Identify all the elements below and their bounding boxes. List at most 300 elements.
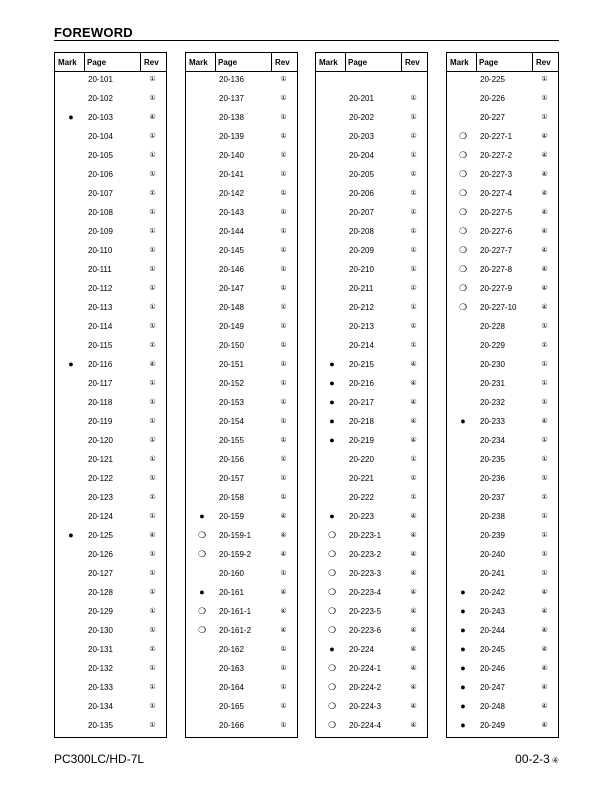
page-number-cell: 20-122 [88,474,113,483]
table-row [55,490,166,509]
page-number-cell: 20-234 [480,436,505,445]
revision-number-cell: ① [149,342,156,349]
page-column-header: Page [218,58,238,67]
page-number-cell: 20-203 [349,132,374,141]
page-number-cell: 20-156 [219,455,244,464]
revision-table [315,52,428,738]
page-number-cell: 20-163 [219,664,244,673]
mark-column-header: Mark [58,58,77,67]
page-number-cell: 20-161 [219,588,244,597]
table-row [316,490,427,509]
table-row [55,205,166,224]
page-number-cell: 20-223 [349,512,374,521]
revision-number-cell: ④ [410,513,417,520]
table-row [55,528,166,547]
page-number-cell: 20-106 [88,170,113,179]
table-row [447,395,558,414]
revision-number-cell: ① [541,570,548,577]
page-number-cell: 20-140 [219,151,244,160]
table-row [186,205,297,224]
revision-number-cell: ④ [410,532,417,539]
table-row [55,680,166,699]
table-row [55,452,166,471]
revision-number-cell: ① [280,494,287,501]
revision-mark: ● [199,511,205,521]
column-divider [476,53,477,72]
table-row [55,509,166,528]
table-row [186,167,297,186]
page-number-cell: 20-218 [349,417,374,426]
revision-number-cell: ④ [541,133,548,140]
revision-number-cell: ① [541,342,548,349]
page-column-header: Page [479,58,499,67]
page-number-cell: 20-245 [480,645,505,654]
page-column-header: Page [348,58,368,67]
page-number-cell: 20-160 [219,569,244,578]
table-row [55,224,166,243]
page-number-cell: 20-217 [349,398,374,407]
page-number-cell: 20-224-4 [349,721,382,730]
page-number-cell: 20-219 [349,436,374,445]
revision-number-cell: ④ [541,627,548,634]
revision-number-cell: ④ [541,304,548,311]
page-number-cell: 20-143 [219,208,244,217]
table-row [186,471,297,490]
revision-number-cell: ① [410,304,417,311]
page-number-cell: 20-206 [349,189,374,198]
revision-mark: ● [460,701,466,711]
page-number-cell: 20-114 [88,322,113,331]
page-number-cell: 20-109 [88,227,113,236]
revision-mark: ● [68,112,74,122]
revision-number-cell: ① [280,171,287,178]
table-row [447,433,558,452]
table-row [447,566,558,585]
page-number-cell: 20-138 [219,113,244,122]
page-number-cell: 20-127 [88,569,113,578]
table-row [186,224,297,243]
page-number-cell: 20-115 [88,341,113,350]
revision-number-cell: ④ [410,418,417,425]
page-number-cell: 20-126 [88,550,113,559]
table-row [447,186,558,205]
table-row [447,471,558,490]
page-number-cell: 20-128 [88,588,113,597]
revision-number-cell: ④ [541,152,548,159]
table-row [55,91,166,110]
table-row [316,224,427,243]
revision-number-cell: ④ [541,209,548,216]
table-row [55,585,166,604]
page-number-cell: 20-238 [480,512,505,521]
table-row [186,148,297,167]
page-number-cell: 20-108 [88,208,113,217]
table-row [316,433,427,452]
revision-number-cell: ① [280,570,287,577]
page-number-cell: 20-107 [88,189,113,198]
page-number-cell: 20-236 [480,474,505,483]
revision-number-cell: ① [280,646,287,653]
table-row [186,300,297,319]
table-row [186,490,297,509]
mark-column-header: Mark [450,58,469,67]
revision-mark: ❍ [327,701,337,711]
table-row [316,471,427,490]
page-number-cell: 20-119 [88,417,113,426]
revision-number-cell: ① [541,361,548,368]
table-row [447,205,558,224]
rev-column-header: Rev [144,58,159,67]
revision-number-cell: ① [280,209,287,216]
page-number-cell: 20-110 [88,246,113,255]
table-row [186,547,297,566]
page-number-cell: 20-145 [219,246,244,255]
revision-number-cell: ① [541,399,548,406]
column-divider [84,53,85,72]
page-number-cell: 20-132 [88,664,113,673]
revision-number-cell: ④ [541,589,548,596]
revision-number-cell: ④ [541,285,548,292]
column-divider [271,53,272,72]
page-number-cell: 20-120 [88,436,113,445]
page-number-cell: 20-141 [219,170,244,179]
table-row [447,224,558,243]
page-number-cell: 20-227-9 [480,284,513,293]
revision-number-cell: ① [149,304,156,311]
page-number-cell: 20-220 [349,455,374,464]
rev-column-header: Rev [275,58,290,67]
revision-number-cell: ① [149,133,156,140]
page-number-cell: 20-204 [349,151,374,160]
page-number-cell: 20-209 [349,246,374,255]
page-number-cell: 20-207 [349,208,374,217]
page-number-cell: 20-205 [349,170,374,179]
page-number-cell: 20-130 [88,626,113,635]
page-number-cell: 20-223-5 [349,607,382,616]
page-number-cell: 20-151 [219,360,244,369]
table-row [447,262,558,281]
page-number-cell: 20-211 [349,284,374,293]
revision-mark: ● [460,663,466,673]
page-number-cell: 20-147 [219,284,244,293]
revision-number-cell: ① [410,494,417,501]
page-number-cell: 20-223-1 [349,531,382,540]
revision-number-cell: ① [149,399,156,406]
revision-number-cell: ① [280,323,287,330]
page-number-cell: 20-159-1 [219,531,252,540]
revision-mark: ● [460,587,466,597]
revision-number-cell: ④ [280,513,287,520]
revision-number-cell: ① [541,532,548,539]
page-number-cell: 20-117 [88,379,113,388]
table-row [186,414,297,433]
revision-mark: ❍ [458,169,468,179]
table-row [55,72,166,91]
table-row [186,699,297,718]
table-row [55,110,166,129]
revision-number-cell: ① [541,323,548,330]
table-row [186,509,297,528]
revision-number-cell: ① [280,95,287,102]
revision-number-cell: ① [410,475,417,482]
revision-number-cell: ① [410,133,417,140]
column-divider [140,53,141,72]
page-number-cell: 20-149 [219,322,244,331]
table-row [186,281,297,300]
revision-number-cell: ④ [541,684,548,691]
table-row [186,110,297,129]
revision-mark: ❍ [458,150,468,160]
revision-mark: ● [199,587,205,597]
table-row [186,585,297,604]
table-row [447,414,558,433]
revision-number-cell: ① [541,551,548,558]
page-number-cell: 20-118 [88,398,113,407]
revision-mark: ● [460,644,466,654]
revision-mark: ● [460,416,466,426]
page-number-cell: 20-104 [88,132,113,141]
revision-number-cell: ① [149,323,156,330]
revision-table [54,52,167,738]
revision-mark: ❍ [327,682,337,692]
table-row [447,604,558,623]
page-number-cell: 20-227-8 [480,265,513,274]
table-row [316,338,427,357]
page-number-cell: 20-116 [88,360,113,369]
table-row [316,623,427,642]
revision-number-cell: ① [541,494,548,501]
revision-mark: ❍ [458,302,468,312]
table-row [186,642,297,661]
page-number-cell: 20-165 [219,702,244,711]
revision-number-cell: ① [280,399,287,406]
revision-number-cell: ① [410,285,417,292]
revision-number-cell: ① [541,475,548,482]
table-row [55,414,166,433]
revision-number-cell: ① [280,722,287,729]
table-header [55,53,166,72]
page-number [515,752,559,766]
page-number-cell: 20-105 [88,151,113,160]
table-row [186,262,297,281]
page-number-cell: 20-227-7 [480,246,513,255]
revision-number-cell: ① [541,437,548,444]
table-row [186,718,297,737]
revision-number-cell: ① [280,304,287,311]
page-number-cell: 20-226 [480,94,505,103]
revision-number-cell: ① [280,380,287,387]
page-number-cell: 20-153 [219,398,244,407]
page-number-cell: 20-137 [219,94,244,103]
revision-number-cell: ① [410,342,417,349]
table-row [447,452,558,471]
page-number-cell: 20-221 [349,474,374,483]
table-row [447,661,558,680]
page-number-cell: 20-227-3 [480,170,513,179]
table-row [447,718,558,737]
revision-number-cell: ④ [541,171,548,178]
page-number-cell: 20-102 [88,94,113,103]
column-divider [345,53,346,72]
page-column-header: Page [87,58,107,67]
page-number-cell: 20-159-2 [219,550,252,559]
table-row [316,718,427,737]
revision-mark: ❍ [458,188,468,198]
revision-number-cell: ① [280,190,287,197]
revision-number-cell: ① [149,171,156,178]
revision-number-cell: ① [149,513,156,520]
revision-mark: ❍ [458,283,468,293]
page-number-cell: 20-225 [480,75,505,84]
revision-number-cell: ① [280,228,287,235]
table-row [316,91,427,110]
revision-number-cell: ④ [280,627,287,634]
revision-number-cell: ① [149,608,156,615]
revision-mark: ● [460,606,466,616]
revision-number-cell: ① [280,152,287,159]
revision-number-cell: ④ [541,646,548,653]
page-revision-mark: ④ [551,756,559,765]
revision-number-cell: ① [149,627,156,634]
table-row [447,91,558,110]
revision-number-cell: ① [149,589,156,596]
table-row [447,623,558,642]
table-row [55,604,166,623]
page-number-cell: 20-129 [88,607,113,616]
revision-number-cell: ④ [280,532,287,539]
revision-mark: ❍ [327,663,337,673]
page-number-cell: 20-230 [480,360,505,369]
revision-mark: ● [460,682,466,692]
page-number-cell: 20-159 [219,512,244,521]
page-number-cell: 20-212 [349,303,374,312]
revision-number-cell: ① [280,133,287,140]
page-number-cell: 20-124 [88,512,113,521]
table-row [55,566,166,585]
table-row [55,167,166,186]
revision-number-cell: ① [149,722,156,729]
revision-number-cell: ④ [541,703,548,710]
revision-mark: ❍ [197,530,207,540]
table-row [447,528,558,547]
page-number-cell: 20-133 [88,683,113,692]
table-row [447,357,558,376]
revision-number-cell: ④ [541,228,548,235]
table-header [316,53,427,72]
page-number-cell: 20-131 [88,645,113,654]
table-row [186,566,297,585]
table-row [447,338,558,357]
page-number-cell: 20-101 [88,75,113,84]
table-row [55,699,166,718]
table-row [447,300,558,319]
revision-mark: ❍ [458,245,468,255]
revision-number-cell: ④ [410,722,417,729]
page-number-cell: 20-144 [219,227,244,236]
revision-number-cell: ① [149,285,156,292]
revision-mark: ❍ [327,549,337,559]
table-row [447,110,558,129]
table-row [316,110,427,129]
revision-number-cell: ① [149,646,156,653]
page-number-cell: 20-249 [480,721,505,730]
table-row [55,262,166,281]
table-row [186,395,297,414]
table-row [447,72,558,91]
table-row [447,680,558,699]
table-header [447,53,558,72]
page-number-cell: 20-248 [480,702,505,711]
revision-number-cell: ① [149,684,156,691]
revision-number-cell: ① [149,266,156,273]
revision-mark: ❍ [327,568,337,578]
table-row [316,167,427,186]
revision-number-cell: ④ [410,437,417,444]
revision-number-cell: ④ [541,266,548,273]
table-row [55,148,166,167]
revision-number-cell: ① [149,437,156,444]
revision-number-cell: ① [149,551,156,558]
revision-number-cell: ① [280,475,287,482]
table-row [316,281,427,300]
table-row [186,357,297,376]
table-row [186,72,297,91]
page-number-cell: 20-237 [480,493,505,502]
table-row [316,604,427,623]
revision-mark: ● [68,530,74,540]
page-number-cell: 20-227-5 [480,208,513,217]
table-row [316,205,427,224]
table-row [316,357,427,376]
rev-column-header: Rev [405,58,420,67]
page-number-cell: 20-112 [88,284,113,293]
revision-table [185,52,298,738]
page-number-cell: 20-150 [219,341,244,350]
page-number-cell: 20-215 [349,360,374,369]
page-number-cell: 20-157 [219,474,244,483]
page-number-cell: 20-113 [88,303,113,312]
revision-number-cell: ④ [541,247,548,254]
page-number-cell: 20-161-2 [219,626,252,635]
page-number-cell: 20-121 [88,455,113,464]
revision-number-cell: ① [149,95,156,102]
revision-mark: ❍ [197,625,207,635]
table-row [447,281,558,300]
mark-column-header: Mark [189,58,208,67]
table-header [186,53,297,72]
column-divider [401,53,402,72]
revision-number-cell: ① [280,437,287,444]
revision-mark: ❍ [458,264,468,274]
table-row [186,433,297,452]
revision-number-cell: ④ [410,627,417,634]
revision-number-cell: ① [410,171,417,178]
page-number-cell: 20-224-1 [349,664,382,673]
page-number-cell: 20-135 [88,721,113,730]
revision-number-cell: ① [541,380,548,387]
table-row [447,319,558,338]
page-number-cell: 20-155 [219,436,244,445]
table-row [186,680,297,699]
revision-number-cell: ④ [280,608,287,615]
page-number-cell: 20-216 [349,379,374,388]
page-number-cell: 20-246 [480,664,505,673]
revision-number-cell: ④ [410,570,417,577]
page-number-cell: 20-161-1 [219,607,252,616]
revision-table [446,52,559,738]
revision-number-cell: ① [149,76,156,83]
table-row [55,661,166,680]
